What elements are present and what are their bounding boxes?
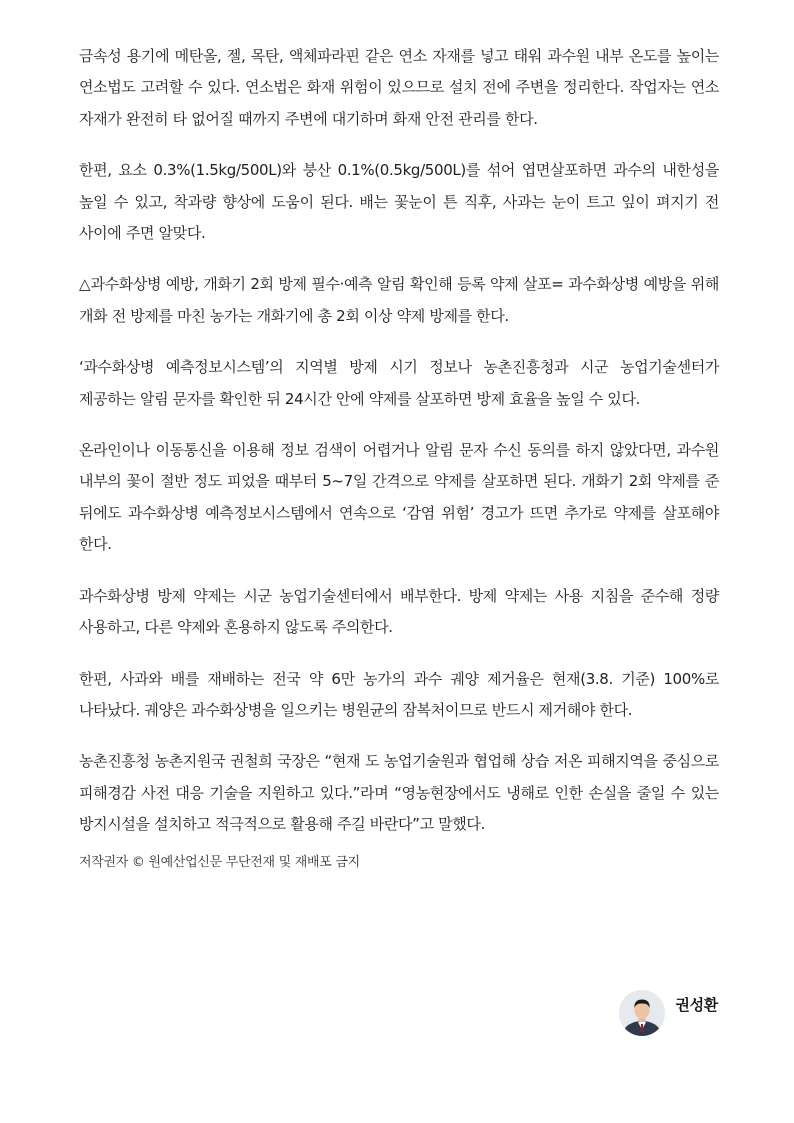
article-paragraph: 과수화상병 방제 약제는 시군 농업기술센터에서 배부한다. 방제 약제는 사용 지침을 준수해 정량 사용하고, 다른 약제와 혼용하지 않도록 주의한다. xyxy=(79,586,719,637)
article-paragraph: 금속성 용기에 메탄올, 젤, 목탄, 액체파라핀 같은 연소 자재를 넣고 태워 과수원 내부 온도를 높이는 연소법도 고려할 수 있다. 연소법은 화재 위험이 있으므로 설치 전에 주변을 정리한다. 작업자는 연소 자재가 완전히 타 없어질 때까지 주변에 대기하며 화재 안전 관리를 한다. xyxy=(79,47,719,128)
copyright-notice: 저작권자 © 원예산업신문 무단전재 및 재배포 금지 xyxy=(79,854,360,870)
article-body xyxy=(79,41,719,875)
article-paragraph: △과수화상병 예방, 개화기 2회 방제 필수·예측 알림 확인해 등록 약제 살포= 과수화상병 예방을 위해 개화 전 방제를 마친 농가는 개화기에 총 2회 이상 약제 방제를 한다. xyxy=(79,275,719,325)
reporter-byline xyxy=(619,990,718,1036)
article-paragraph: 농촌진흥청 농촌지원국 권철희 국장은 “현재 도 농업기술원과 협업해 상습 저온 피해지역을 중심으로 피해경감 사전 대응 기술을 지원하고 있다.”라며 “영농현장에서도 냉해로 인한 손실을 줄일 수 있는 방지시설을 설치하고 적극적으로 활용해 주길 바란다”고 말했다. xyxy=(79,752,719,834)
article-paragraph: 한편, 사과와 배를 재배하는 전국 약 6만 농가의 과수 궤양 제거율은 현재(3.8. 기준) 100%로 나타났다. 궤양은 과수화상병을 일으키는 병원균의 잠복처이므로 반드시 제거해야 한다. xyxy=(79,669,719,719)
article-paragraph: 온라인이나 이동통신을 이용해 정보 검색이 어렵거나 알림 문자 수신 동의를 하지 않았다면, 과수원 내부의 꽃이 절반 정도 피었을 때부터 5~7일 간격으로 약제를 살포하면 된다. 개화기 2회 약제를 준 뒤에도 과수화상병 예측정보시스템에서 연속으로 ‘감염 위험’ 경고가 뜨면 추가로 약제를 살포해야 한다. xyxy=(79,441,719,554)
article-paragraph: 한편, 요소 0.3%(1.5kg/500L)와 붕산 0.1%(0.5kg/500L)를 섞어 엽면살포하면 과수의 내한성을 높일 수 있고, 착과량 향상에 도움이 된다. 배는 꽃눈이 튼 직후, 사과는 눈이 트고 잎이 펴지기 전 사이에 주면 알맞다. xyxy=(79,161,719,243)
reporter-avatar xyxy=(619,990,665,1036)
author-name[interactable]: 권성환 xyxy=(675,995,718,1014)
reporter-photo-icon xyxy=(619,990,665,1036)
article-paragraph: ‘과수화상병 예측정보시스템’의 지역별 방제 시기 정보나 농촌진흥청과 시군 농업기술센터가 제공하는 알림 문자를 확인한 뒤 24시간 안에 약제를 살포하면 방제 효율을 높일 수 있다. xyxy=(79,358,719,408)
